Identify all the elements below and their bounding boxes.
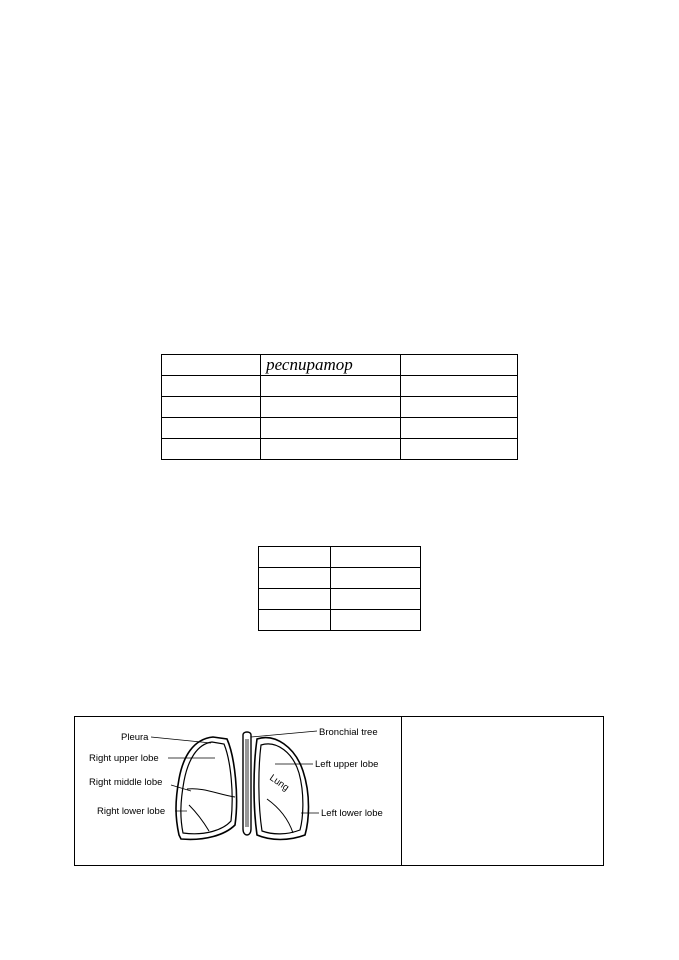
table-cell — [259, 610, 331, 631]
label-left-lower-lobe: Left lower lobe — [321, 808, 383, 819]
trachea — [243, 732, 251, 835]
right-lung-inner — [181, 742, 232, 834]
label-bronchial-tree: Bronchial tree — [319, 727, 378, 738]
right-middle-lobe-leader — [171, 785, 191, 791]
label-pleura: Pleura — [121, 732, 149, 743]
label-right-middle-lobe: Right middle lobe — [89, 777, 163, 788]
table-cell — [331, 589, 421, 610]
table-cell — [259, 589, 331, 610]
table-cell — [162, 355, 261, 376]
table-cell — [162, 418, 261, 439]
table-row — [162, 355, 518, 376]
trachea-inner — [246, 739, 248, 827]
label-right-upper-lobe: Right upper lobe — [89, 753, 159, 764]
table-cell — [261, 376, 401, 397]
table-cell — [401, 418, 518, 439]
left-oblique-fissure — [267, 799, 293, 833]
table-cell — [259, 547, 331, 568]
table-row — [259, 568, 421, 589]
table-cell — [259, 568, 331, 589]
label-left-upper-lobe: Left upper lobe — [315, 759, 379, 770]
second-table — [258, 546, 421, 631]
table-cell — [261, 418, 401, 439]
lung-figure-box — [74, 716, 604, 866]
table-cell — [331, 568, 421, 589]
table-row — [162, 439, 518, 460]
table-row — [162, 397, 518, 418]
table-row — [162, 418, 518, 439]
table-cell — [162, 397, 261, 418]
table-cell-header: респиратор — [261, 355, 401, 376]
table-cell — [261, 439, 401, 460]
bronchial-tree-leader — [251, 731, 317, 737]
oblique-fissure — [189, 805, 209, 831]
horizontal-fissure — [187, 789, 235, 797]
table-cell — [162, 439, 261, 460]
table-row — [259, 610, 421, 631]
table-cell — [261, 397, 401, 418]
label-lung: Lung — [267, 772, 291, 794]
label-right-lower-lobe: Right lower lobe — [97, 806, 166, 817]
table-cell — [401, 355, 518, 376]
table-cell — [401, 376, 518, 397]
table-row — [162, 376, 518, 397]
table-row — [259, 589, 421, 610]
table-cell — [401, 439, 518, 460]
table-cell — [331, 547, 421, 568]
table-cell — [401, 397, 518, 418]
table-cell — [331, 610, 421, 631]
figure-divider — [401, 717, 402, 865]
vocabulary-table — [161, 354, 518, 460]
table-row — [259, 547, 421, 568]
lungs-diagram — [75, 717, 401, 867]
table-cell — [162, 376, 261, 397]
